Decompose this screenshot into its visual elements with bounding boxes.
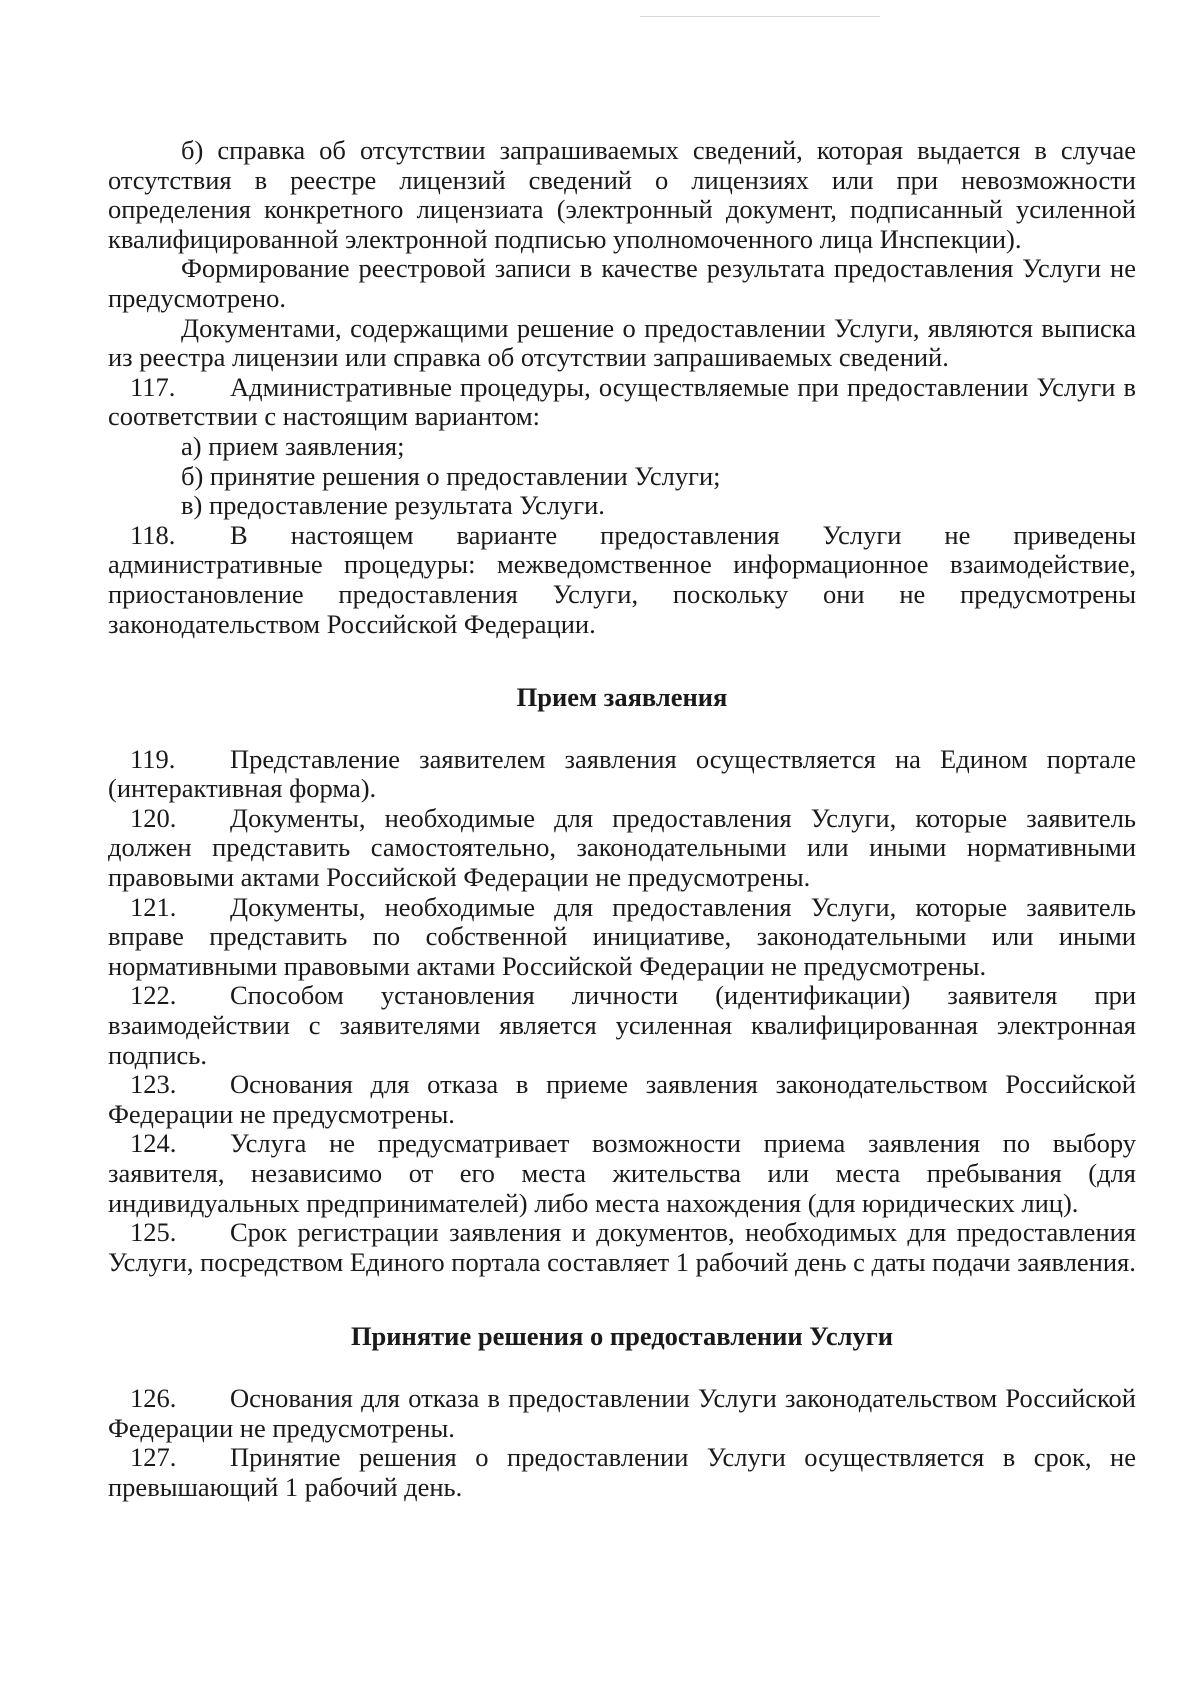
paragraph-127 [108,1443,1136,1502]
paragraph-118 [108,521,1136,639]
paragraph-text: Услуга не предусматривает возможности приема заявления по выбору заявителя, независимо от его места жительства или места пребывания (для индивидуальных предпринимателей) либо места нахождения (для юридических лиц). [108,1128,1136,1218]
paragraph-123 [108,1070,1136,1129]
paragraph-number: 122. [130,980,177,1011]
paragraph-intro-b: б) справка об отсутствии запрашиваемых сведений, которая выдается в случае отсутствия в реестре лицензий сведений о лицензиях или при невозможности определения конкретного лицензиата (электронный документ, подписанный усиленной квалифицированной электронной подписью уполномоченного лица Инспекции). [108,135,1136,254]
paragraph-119 [108,745,1136,804]
paragraph-text: Представление заявителем заявления осуществляется на Едином портале (интерактивная форма). [108,743,1136,804]
paragraph-text: Способом установления личности (идентификации) заявителя при взаимодействии с заявителями является усиленная квалифицированная электронная подпись. [108,980,1136,1070]
paragraph-117 [108,373,1136,432]
list-item: в) предоставление результата Услуги. [181,490,605,521]
paragraph-number: 124. [130,1128,177,1159]
paragraph-number: 125. [130,1217,177,1248]
paragraph-decision-documents: Документами, содержащими решение о предоставлении Услуги, являются выписка из реестра лицензии или справка об отсутствии запрашиваемых сведений. [108,312,1136,373]
paragraph-number: 123. [130,1069,177,1100]
paragraph-text: Основания для отказа в предоставлении Услуги законодательством Российской Федерации не предусмотрены. [108,1382,1136,1443]
paragraph-number: 127. [130,1442,177,1473]
paragraph-120 [108,804,1136,893]
paragraph-122 [108,981,1136,1070]
paragraph-text: Документы, необходимые для предоставления Услуги, которые заявитель вправе представить по собственной инициативе, законодательными или иными нормативными правовыми актами Российской Федерации не предусмотрены. [108,891,1136,981]
paragraph-number: 126. [130,1382,177,1413]
scan-artifact [640,16,880,17]
paragraph-text: Документы, необходимые для предоставления Услуги, которые заявитель должен представить самостоятельно, законодательными или иными нормативными правовыми актами Российской Федерации не предусмотрены. [108,802,1136,893]
document-body [108,136,1136,1502]
paragraph-number: 117. [130,371,176,402]
paragraph-number: 119. [130,743,176,774]
paragraph-text: В настоящем варианте предоставления Услуги не приведены административные процедуры: межведомственное информационное взаимодействие, приостановление предоставления Услуги, поскольку они не предусмотрены законодательством Российской Федерации. [108,519,1136,639]
paragraph-125 [108,1218,1136,1277]
paragraph-number: 121. [130,891,177,922]
paragraph-number: 120. [130,802,177,833]
list-item: а) прием заявления; [181,430,405,461]
paragraph-text: Срок регистрации заявления и документов, необходимых для предоставления Услуги, посредством Единого портала составляет 1 рабочий день с даты подачи заявления. [108,1217,1136,1277]
section-heading-application: Прием заявления [516,682,728,713]
paragraph-number: 118. [130,519,176,550]
paragraph-registry-record: Формирование реестровой записи в качестве результата предоставления Услуги не предусмотрено. [108,253,1136,313]
paragraph-text: Административные процедуры, осуществляемые при предоставлении Услуги в соответствии с настоящим вариантом: [108,371,1136,432]
paragraph-126 [108,1384,1136,1443]
paragraph-124 [108,1129,1136,1218]
list-item: б) принятие решения о предоставлении Услуги; [181,460,721,491]
paragraph-121 [108,893,1136,982]
section-heading-decision: Принятие решения о предоставлении Услуги [350,1321,894,1352]
paragraph-text: Принятие решения о предоставлении Услуги осуществляется в срок, не превышающий 1 рабочий день. [108,1442,1136,1502]
paragraph-text: Основания для отказа в приеме заявления законодательством Российской Федерации не предусмотрены. [108,1069,1136,1129]
